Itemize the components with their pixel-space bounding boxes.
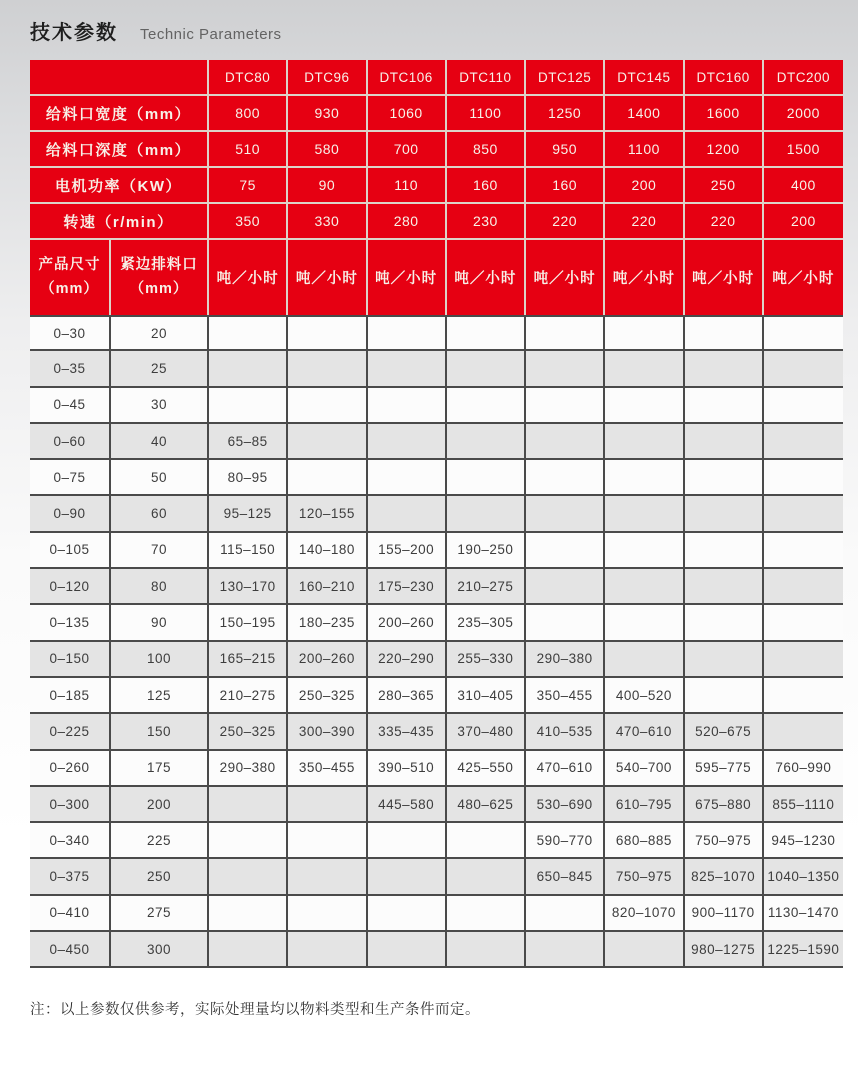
discharge-gap-cell: 200: [111, 787, 209, 823]
capacity-cell: [764, 496, 843, 532]
capacity-cell: 130–170: [209, 569, 288, 605]
capacity-cell: [209, 351, 288, 387]
capacity-cell: [288, 932, 367, 968]
capacity-row: [30, 388, 843, 424]
product-size-cell: 0–185: [30, 678, 111, 714]
capacity-cell: [526, 424, 605, 460]
capacity-cell: [526, 932, 605, 968]
capacity-cell: [526, 351, 605, 387]
capacity-cell: 350–455: [288, 751, 367, 787]
discharge-gap-cell: 40: [111, 424, 209, 460]
spec-value-cell: 110: [368, 168, 447, 204]
product-size-header-cell-line2: （mm）: [40, 280, 99, 297]
capacity-cell: 200–260: [368, 605, 447, 641]
spec-row: [30, 168, 843, 204]
capacity-cell: [764, 714, 843, 750]
capacity-cell: [447, 460, 526, 496]
model-header-cell: DTC106: [368, 60, 447, 96]
capacity-cell: 1130–1470: [764, 896, 843, 932]
spec-value-cell: 1400: [605, 96, 684, 132]
spec-table: [30, 60, 843, 968]
spec-value-cell: 220: [685, 204, 764, 240]
capacity-row: [30, 751, 843, 787]
discharge-gap-cell: 50: [111, 460, 209, 496]
product-size-cell: 0–30: [30, 315, 111, 351]
capacity-row: [30, 424, 843, 460]
discharge-gap-cell: 150: [111, 714, 209, 750]
capacity-cell: 400–520: [605, 678, 684, 714]
capacity-cell: [288, 315, 367, 351]
capacity-cell: 855–1110: [764, 787, 843, 823]
capacity-cell: [288, 823, 367, 859]
spec-value-cell: 220: [526, 204, 605, 240]
model-header-cell: DTC96: [288, 60, 367, 96]
capacity-cell: [526, 315, 605, 351]
spec-value-cell: 280: [368, 204, 447, 240]
spec-row: [30, 132, 843, 168]
capacity-cell: [288, 351, 367, 387]
capacity-row: [30, 460, 843, 496]
spec-value-cell: 580: [288, 132, 367, 168]
discharge-gap-header-cell: [111, 240, 209, 315]
capacity-cell: [368, 315, 447, 351]
capacity-cell: [209, 896, 288, 932]
product-size-cell: 0–45: [30, 388, 111, 424]
capacity-cell: [288, 896, 367, 932]
spec-value-cell: 850: [447, 132, 526, 168]
capacity-cell: 255–330: [447, 642, 526, 678]
capacity-cell: 900–1170: [685, 896, 764, 932]
capacity-cell: 235–305: [447, 605, 526, 641]
discharge-gap-cell: 300: [111, 932, 209, 968]
spec-value-cell: 230: [447, 204, 526, 240]
capacity-cell: 1225–1590: [764, 932, 843, 968]
capacity-cell: [368, 896, 447, 932]
table-header: [30, 60, 843, 315]
capacity-cell: [209, 787, 288, 823]
unit-cell: 吨／小时: [368, 240, 447, 315]
discharge-gap-cell: 60: [111, 496, 209, 532]
capacity-cell: 180–235: [288, 605, 367, 641]
capacity-cell: [209, 388, 288, 424]
title-chinese: 技术参数: [30, 22, 118, 44]
capacity-cell: [526, 460, 605, 496]
discharge-gap-cell: 80: [111, 569, 209, 605]
discharge-gap-cell: 90: [111, 605, 209, 641]
discharge-gap-cell: 20: [111, 315, 209, 351]
capacity-cell: [685, 315, 764, 351]
capacity-cell: [288, 859, 367, 895]
product-size-cell: 0–75: [30, 460, 111, 496]
capacity-cell: [288, 787, 367, 823]
model-header-cell: DTC145: [605, 60, 684, 96]
capacity-row: [30, 533, 843, 569]
footnote: 注：以上参数仅供参考，实际处理量均以物料类型和生产条件而定。: [30, 1002, 480, 1019]
capacity-cell: [605, 605, 684, 641]
capacity-cell: [685, 460, 764, 496]
product-size-cell: 0–225: [30, 714, 111, 750]
spec-value-cell: 250: [685, 168, 764, 204]
capacity-cell: [447, 823, 526, 859]
spec-value-cell: 510: [209, 132, 288, 168]
spec-value-cell: 160: [447, 168, 526, 204]
product-size-cell: 0–105: [30, 533, 111, 569]
capacity-cell: 650–845: [526, 859, 605, 895]
capacity-row: [30, 859, 843, 895]
capacity-cell: [447, 351, 526, 387]
capacity-cell: [685, 642, 764, 678]
spec-value-cell: 2000: [764, 96, 843, 132]
spec-value-cell: 700: [368, 132, 447, 168]
capacity-cell: [209, 859, 288, 895]
spec-value-cell: 220: [605, 204, 684, 240]
discharge-gap-cell: 175: [111, 751, 209, 787]
capacity-cell: 470–610: [526, 751, 605, 787]
capacity-cell: [685, 351, 764, 387]
unit-header-row: [30, 240, 843, 315]
capacity-cell: [605, 424, 684, 460]
product-size-cell: 0–300: [30, 787, 111, 823]
capacity-cell: [685, 424, 764, 460]
model-header-cell: DTC160: [685, 60, 764, 96]
spec-value-cell: 1500: [764, 132, 843, 168]
capacity-cell: [605, 533, 684, 569]
discharge-gap-cell: 25: [111, 351, 209, 387]
product-size-cell: 0–375: [30, 859, 111, 895]
unit-cell: 吨／小时: [764, 240, 843, 315]
spec-value-cell: 930: [288, 96, 367, 132]
spec-value-cell: 400: [764, 168, 843, 204]
spec-value-cell: 1200: [685, 132, 764, 168]
capacity-cell: [685, 569, 764, 605]
capacity-cell: 335–435: [368, 714, 447, 750]
product-size-cell: 0–450: [30, 932, 111, 968]
capacity-row: [30, 605, 843, 641]
capacity-cell: 1040–1350: [764, 859, 843, 895]
unit-cell: 吨／小时: [605, 240, 684, 315]
blank-corner-cell: [30, 60, 209, 96]
capacity-cell: [605, 388, 684, 424]
capacity-cell: 350–455: [526, 678, 605, 714]
product-size-cell: 0–35: [30, 351, 111, 387]
spec-value-cell: 75: [209, 168, 288, 204]
spec-value-cell: 200: [764, 204, 843, 240]
model-row: [30, 60, 843, 96]
capacity-cell: [447, 932, 526, 968]
capacity-cell: 150–195: [209, 605, 288, 641]
capacity-cell: 610–795: [605, 787, 684, 823]
capacity-cell: [209, 932, 288, 968]
capacity-cell: 300–390: [288, 714, 367, 750]
spec-value-cell: 1250: [526, 96, 605, 132]
spec-value-cell: 1600: [685, 96, 764, 132]
page-title: [30, 16, 858, 46]
capacity-cell: 675–880: [685, 787, 764, 823]
capacity-cell: 760–990: [764, 751, 843, 787]
capacity-cell: [685, 678, 764, 714]
product-size-cell: 0–90: [30, 496, 111, 532]
capacity-row: [30, 787, 843, 823]
capacity-cell: [685, 605, 764, 641]
capacity-cell: [368, 859, 447, 895]
capacity-cell: 590–770: [526, 823, 605, 859]
capacity-cell: [764, 460, 843, 496]
capacity-cell: 210–275: [447, 569, 526, 605]
capacity-cell: 540–700: [605, 751, 684, 787]
capacity-cell: 980–1275: [685, 932, 764, 968]
capacity-cell: [447, 896, 526, 932]
capacity-cell: [209, 315, 288, 351]
capacity-cell: [764, 424, 843, 460]
discharge-gap-cell: 30: [111, 388, 209, 424]
capacity-cell: [685, 533, 764, 569]
capacity-cell: [605, 569, 684, 605]
spec-label-cell: 给料口深度（mm）: [30, 132, 209, 168]
spec-value-cell: 1060: [368, 96, 447, 132]
capacity-cell: [447, 859, 526, 895]
spec-row: [30, 204, 843, 240]
capacity-cell: [447, 315, 526, 351]
spec-value-cell: 160: [526, 168, 605, 204]
capacity-cell: [368, 424, 447, 460]
capacity-row: [30, 642, 843, 678]
capacity-cell: 470–610: [605, 714, 684, 750]
capacity-cell: [605, 315, 684, 351]
capacity-row: [30, 896, 843, 932]
capacity-cell: [368, 496, 447, 532]
capacity-cell: 945–1230: [764, 823, 843, 859]
capacity-cell: [526, 569, 605, 605]
discharge-gap-cell: 100: [111, 642, 209, 678]
capacity-cell: 425–550: [447, 751, 526, 787]
product-size-header-cell: [30, 240, 111, 315]
spec-value-cell: 800: [209, 96, 288, 132]
unit-cell: 吨／小时: [288, 240, 367, 315]
capacity-cell: 120–155: [288, 496, 367, 532]
capacity-cell: 190–250: [447, 533, 526, 569]
product-size-cell: 0–150: [30, 642, 111, 678]
capacity-cell: 95–125: [209, 496, 288, 532]
capacity-cell: 410–535: [526, 714, 605, 750]
capacity-cell: 290–380: [209, 751, 288, 787]
capacity-cell: [764, 351, 843, 387]
spec-row: [30, 96, 843, 132]
capacity-cell: [368, 932, 447, 968]
capacity-cell: [526, 533, 605, 569]
capacity-cell: [605, 351, 684, 387]
capacity-cell: 750–975: [685, 823, 764, 859]
capacity-cell: 390–510: [368, 751, 447, 787]
spec-value-cell: 950: [526, 132, 605, 168]
capacity-cell: [526, 388, 605, 424]
unit-cell: 吨／小时: [209, 240, 288, 315]
capacity-cell: 290–380: [526, 642, 605, 678]
capacity-cell: 165–215: [209, 642, 288, 678]
spec-label-cell: 给料口宽度（mm）: [30, 96, 209, 132]
capacity-cell: [526, 496, 605, 532]
capacity-row: [30, 678, 843, 714]
capacity-cell: 820–1070: [605, 896, 684, 932]
capacity-cell: [447, 424, 526, 460]
spec-value-cell: 350: [209, 204, 288, 240]
capacity-row: [30, 315, 843, 351]
capacity-cell: [288, 460, 367, 496]
capacity-cell: [526, 605, 605, 641]
capacity-cell: 280–365: [368, 678, 447, 714]
capacity-cell: [368, 351, 447, 387]
capacity-cell: 250–325: [288, 678, 367, 714]
capacity-cell: [288, 424, 367, 460]
capacity-cell: 750–975: [605, 859, 684, 895]
capacity-cell: [764, 533, 843, 569]
spec-value-cell: 90: [288, 168, 367, 204]
capacity-cell: [764, 605, 843, 641]
capacity-cell: 115–150: [209, 533, 288, 569]
discharge-gap-cell: 125: [111, 678, 209, 714]
capacity-row: [30, 714, 843, 750]
capacity-cell: 530–690: [526, 787, 605, 823]
capacity-cell: [605, 460, 684, 496]
capacity-cell: 370–480: [447, 714, 526, 750]
spec-label-cell: 电机功率（KW）: [30, 168, 209, 204]
spec-value-cell: 200: [605, 168, 684, 204]
capacity-row: [30, 823, 843, 859]
discharge-gap-cell: 250: [111, 859, 209, 895]
capacity-cell: 595–775: [685, 751, 764, 787]
title-english: Technic Parameters: [140, 26, 282, 43]
spec-label-cell: 转速（r/min）: [30, 204, 209, 240]
spec-value-cell: 1100: [447, 96, 526, 132]
capacity-cell: [605, 496, 684, 532]
capacity-cell: 220–290: [368, 642, 447, 678]
capacity-cell: 80–95: [209, 460, 288, 496]
capacity-row: [30, 932, 843, 968]
product-size-cell: 0–410: [30, 896, 111, 932]
capacity-cell: [685, 388, 764, 424]
unit-cell: 吨／小时: [685, 240, 764, 315]
capacity-cell: [526, 896, 605, 932]
capacity-cell: 310–405: [447, 678, 526, 714]
discharge-gap-header-cell-line2: （mm）: [129, 280, 189, 297]
capacity-cell: [368, 388, 447, 424]
capacity-cell: 155–200: [368, 533, 447, 569]
capacity-cell: [764, 678, 843, 714]
capacity-cell: 210–275: [209, 678, 288, 714]
capacity-cell: 445–580: [368, 787, 447, 823]
capacity-cell: [764, 569, 843, 605]
capacity-cell: [605, 642, 684, 678]
capacity-cell: 200–260: [288, 642, 367, 678]
capacity-cell: 680–885: [605, 823, 684, 859]
unit-cell: 吨／小时: [526, 240, 605, 315]
product-size-cell: 0–340: [30, 823, 111, 859]
capacity-cell: 65–85: [209, 424, 288, 460]
product-size-cell: 0–60: [30, 424, 111, 460]
model-header-cell: DTC80: [209, 60, 288, 96]
capacity-cell: 480–625: [447, 787, 526, 823]
capacity-cell: [368, 823, 447, 859]
capacity-cell: [685, 496, 764, 532]
unit-cell: 吨／小时: [447, 240, 526, 315]
discharge-gap-header-cell-line1: 紧边排料口: [120, 256, 198, 273]
capacity-cell: [764, 388, 843, 424]
capacity-cell: [447, 496, 526, 532]
capacity-cell: [605, 932, 684, 968]
model-header-cell: DTC125: [526, 60, 605, 96]
capacity-cell: [764, 315, 843, 351]
spec-value-cell: 1100: [605, 132, 684, 168]
discharge-gap-cell: 70: [111, 533, 209, 569]
product-size-cell: 0–135: [30, 605, 111, 641]
capacity-cell: [447, 388, 526, 424]
capacity-cell: [764, 642, 843, 678]
table-body: [30, 315, 843, 968]
capacity-cell: 825–1070: [685, 859, 764, 895]
model-header-cell: DTC200: [764, 60, 843, 96]
product-size-header-cell-line1: 产品尺寸: [38, 256, 101, 273]
discharge-gap-cell: 225: [111, 823, 209, 859]
capacity-cell: 250–325: [209, 714, 288, 750]
capacity-cell: 160–210: [288, 569, 367, 605]
capacity-cell: [209, 823, 288, 859]
model-header-cell: DTC110: [447, 60, 526, 96]
capacity-row: [30, 351, 843, 387]
spec-value-cell: 330: [288, 204, 367, 240]
capacity-cell: 175–230: [368, 569, 447, 605]
capacity-cell: 520–675: [685, 714, 764, 750]
product-size-cell: 0–120: [30, 569, 111, 605]
capacity-cell: 140–180: [288, 533, 367, 569]
product-size-cell: 0–260: [30, 751, 111, 787]
discharge-gap-cell: 275: [111, 896, 209, 932]
capacity-cell: [288, 388, 367, 424]
capacity-row: [30, 569, 843, 605]
capacity-cell: [368, 460, 447, 496]
capacity-row: [30, 496, 843, 532]
